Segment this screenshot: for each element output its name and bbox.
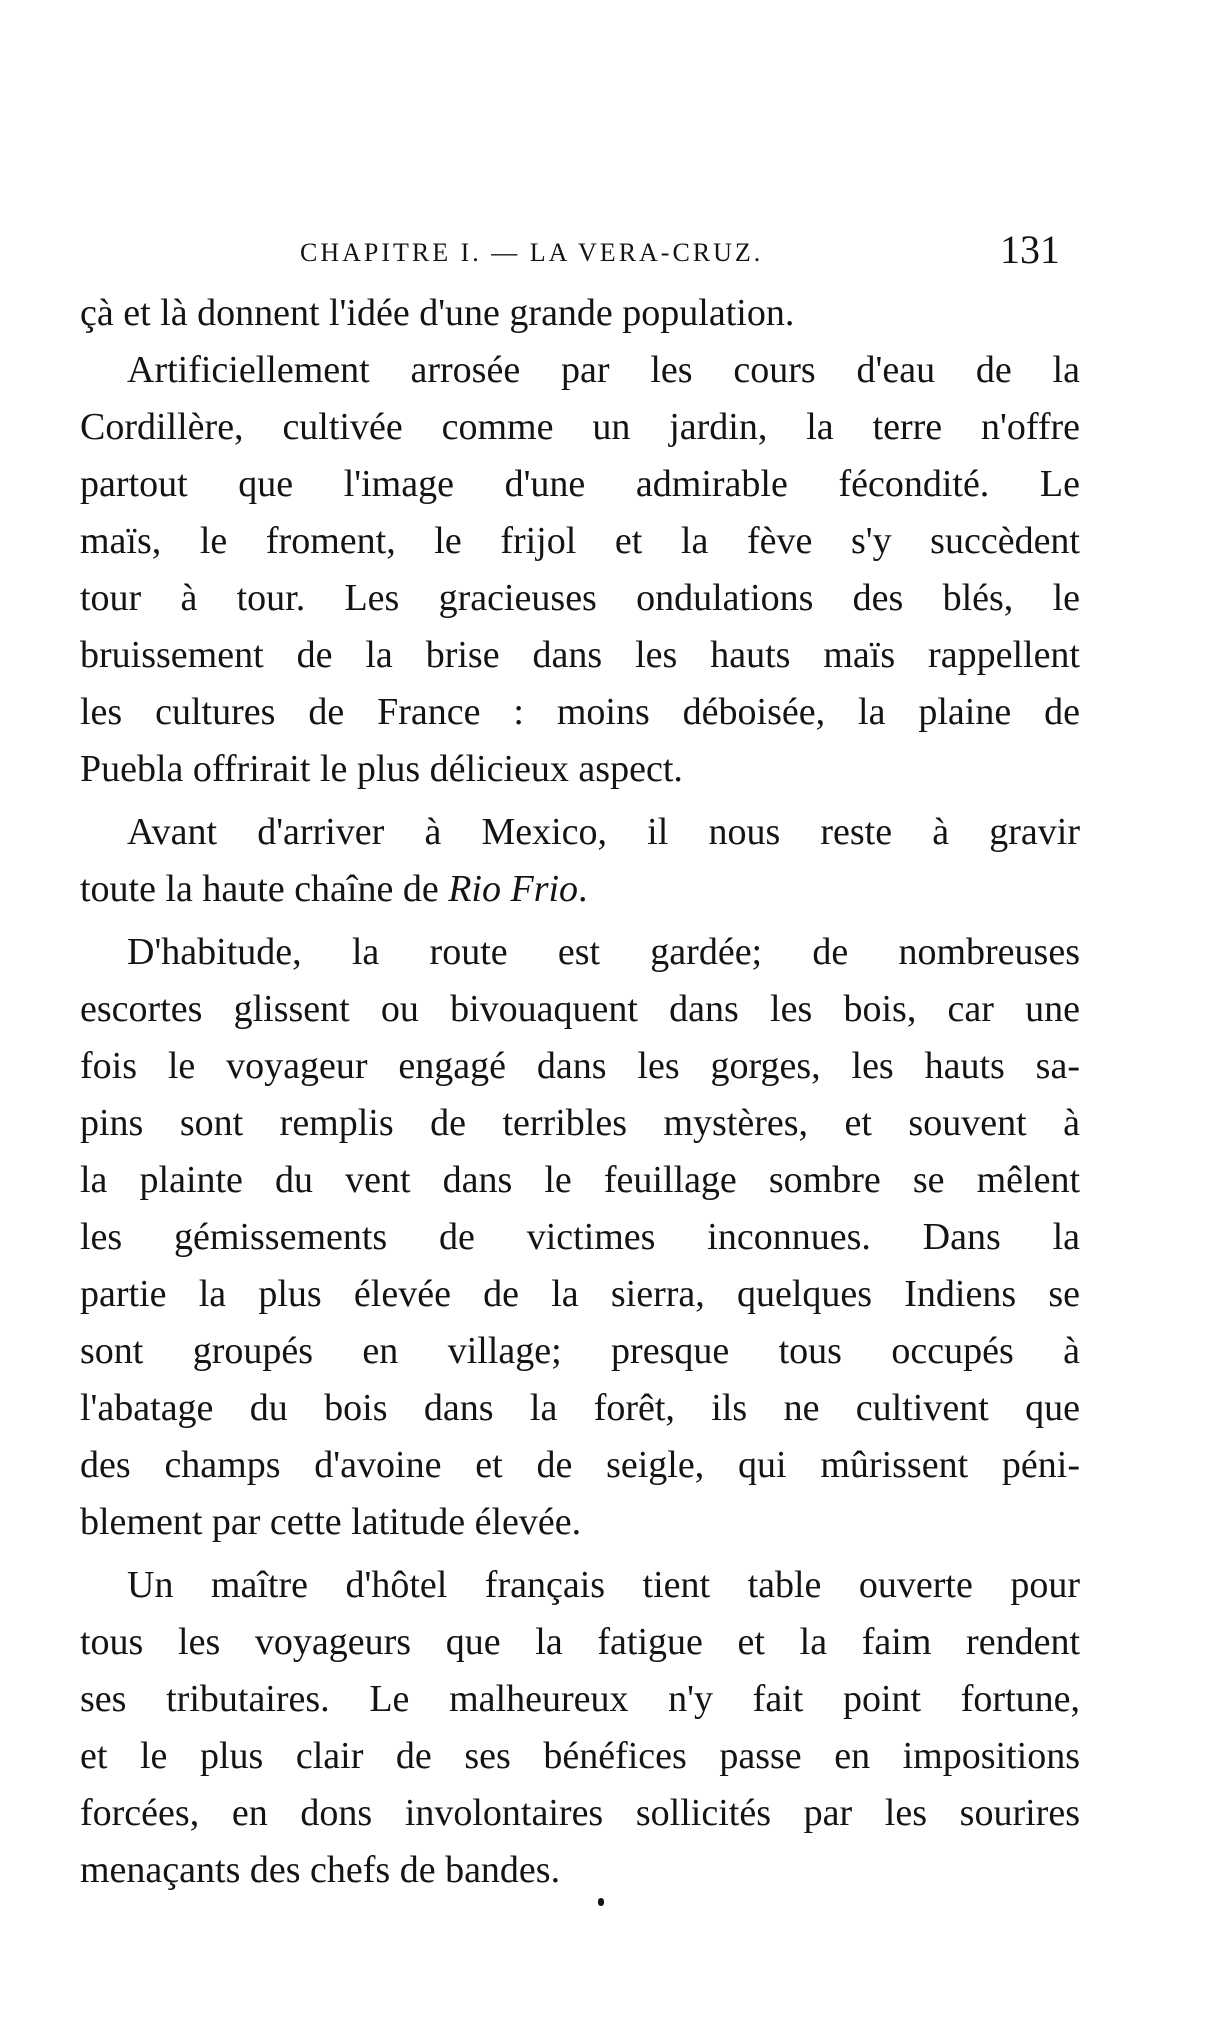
text-line: et le plus clair de ses bénéfices passe en impositions [80,1735,1080,1777]
text-line: menaçants des chefs de bandes. [80,1849,561,1891]
text-line: Cordillère, cultivée comme un jardin, la terre n'offre [80,406,1080,448]
running-header: CHAPITRE I. — LA VERA-CRUZ. [300,238,764,267]
text-fragment: toute la haute chaîne de [80,868,449,910]
text-line: Artificiellement arrosée par les cours d'eau de la [127,349,1080,391]
text-line: forcées, en dons involontaires sollicités par les sourires [80,1792,1080,1834]
text-line: tour à tour. Les gracieuses ondulations des blés, le [80,577,1080,619]
text-line: Puebla offrirait le plus délicieux aspect. [80,748,683,790]
page-body [80,285,1080,1899]
text-line: tous les voyageurs que la fatigue et la faim rendent [80,1621,1080,1663]
text-line: sont groupés en village; presque tous occupés à [80,1330,1080,1372]
text-line: blement par cette latitude élevée. [80,1501,582,1543]
text-line [80,861,1080,918]
text-line: Un maître d'hôtel français tient table ouverte pour [127,1564,1080,1606]
text-line: partie la plus élevée de la sierra, quelques Indiens se [80,1273,1080,1315]
text-line: partout que l'image d'une admirable fécondité. Le [80,463,1080,505]
text-line: des champs d'avoine et de seigle, qui mûrissent péni- [80,1444,1080,1486]
text-line: pins sont remplis de terribles mystères, et souvent à [80,1102,1080,1144]
text-line: Avant d'arriver à Mexico, il nous reste à gravir [127,811,1080,853]
text-line: l'abatage du bois dans la forêt, ils ne cultivent que [80,1387,1080,1429]
text-line: maïs, le froment, le frijol et la fève s'y succèdent [80,520,1080,562]
text-line: çà et là donnent l'idée d'une grande population. [80,292,795,334]
text-line: les gémissements de victimes inconnues. Dans la [80,1216,1080,1258]
page-number: 131 [1000,227,1060,272]
place-name-italic: Rio Frio [448,868,579,910]
text-line: escortes glissent ou bivouaquent dans les bois, car une [80,988,1080,1030]
text-fragment: . [578,868,588,910]
text-line: bruissement de la brise dans les hauts maïs rappellent [80,634,1080,676]
text-line: D'habitude, la route est gardée; de nombreuses [127,931,1080,973]
text-line: ses tributaires. Le malheureux n'y fait point fortune, [80,1678,1080,1720]
text-line: la plainte du vent dans le feuillage sombre se mêlent [80,1159,1080,1201]
text-line: fois le voyageur engagé dans les gorges, les hauts sa- [80,1045,1080,1087]
text-line: les cultures de France : moins déboisée, la plaine de [80,691,1080,733]
printer-mark [598,1898,604,1906]
